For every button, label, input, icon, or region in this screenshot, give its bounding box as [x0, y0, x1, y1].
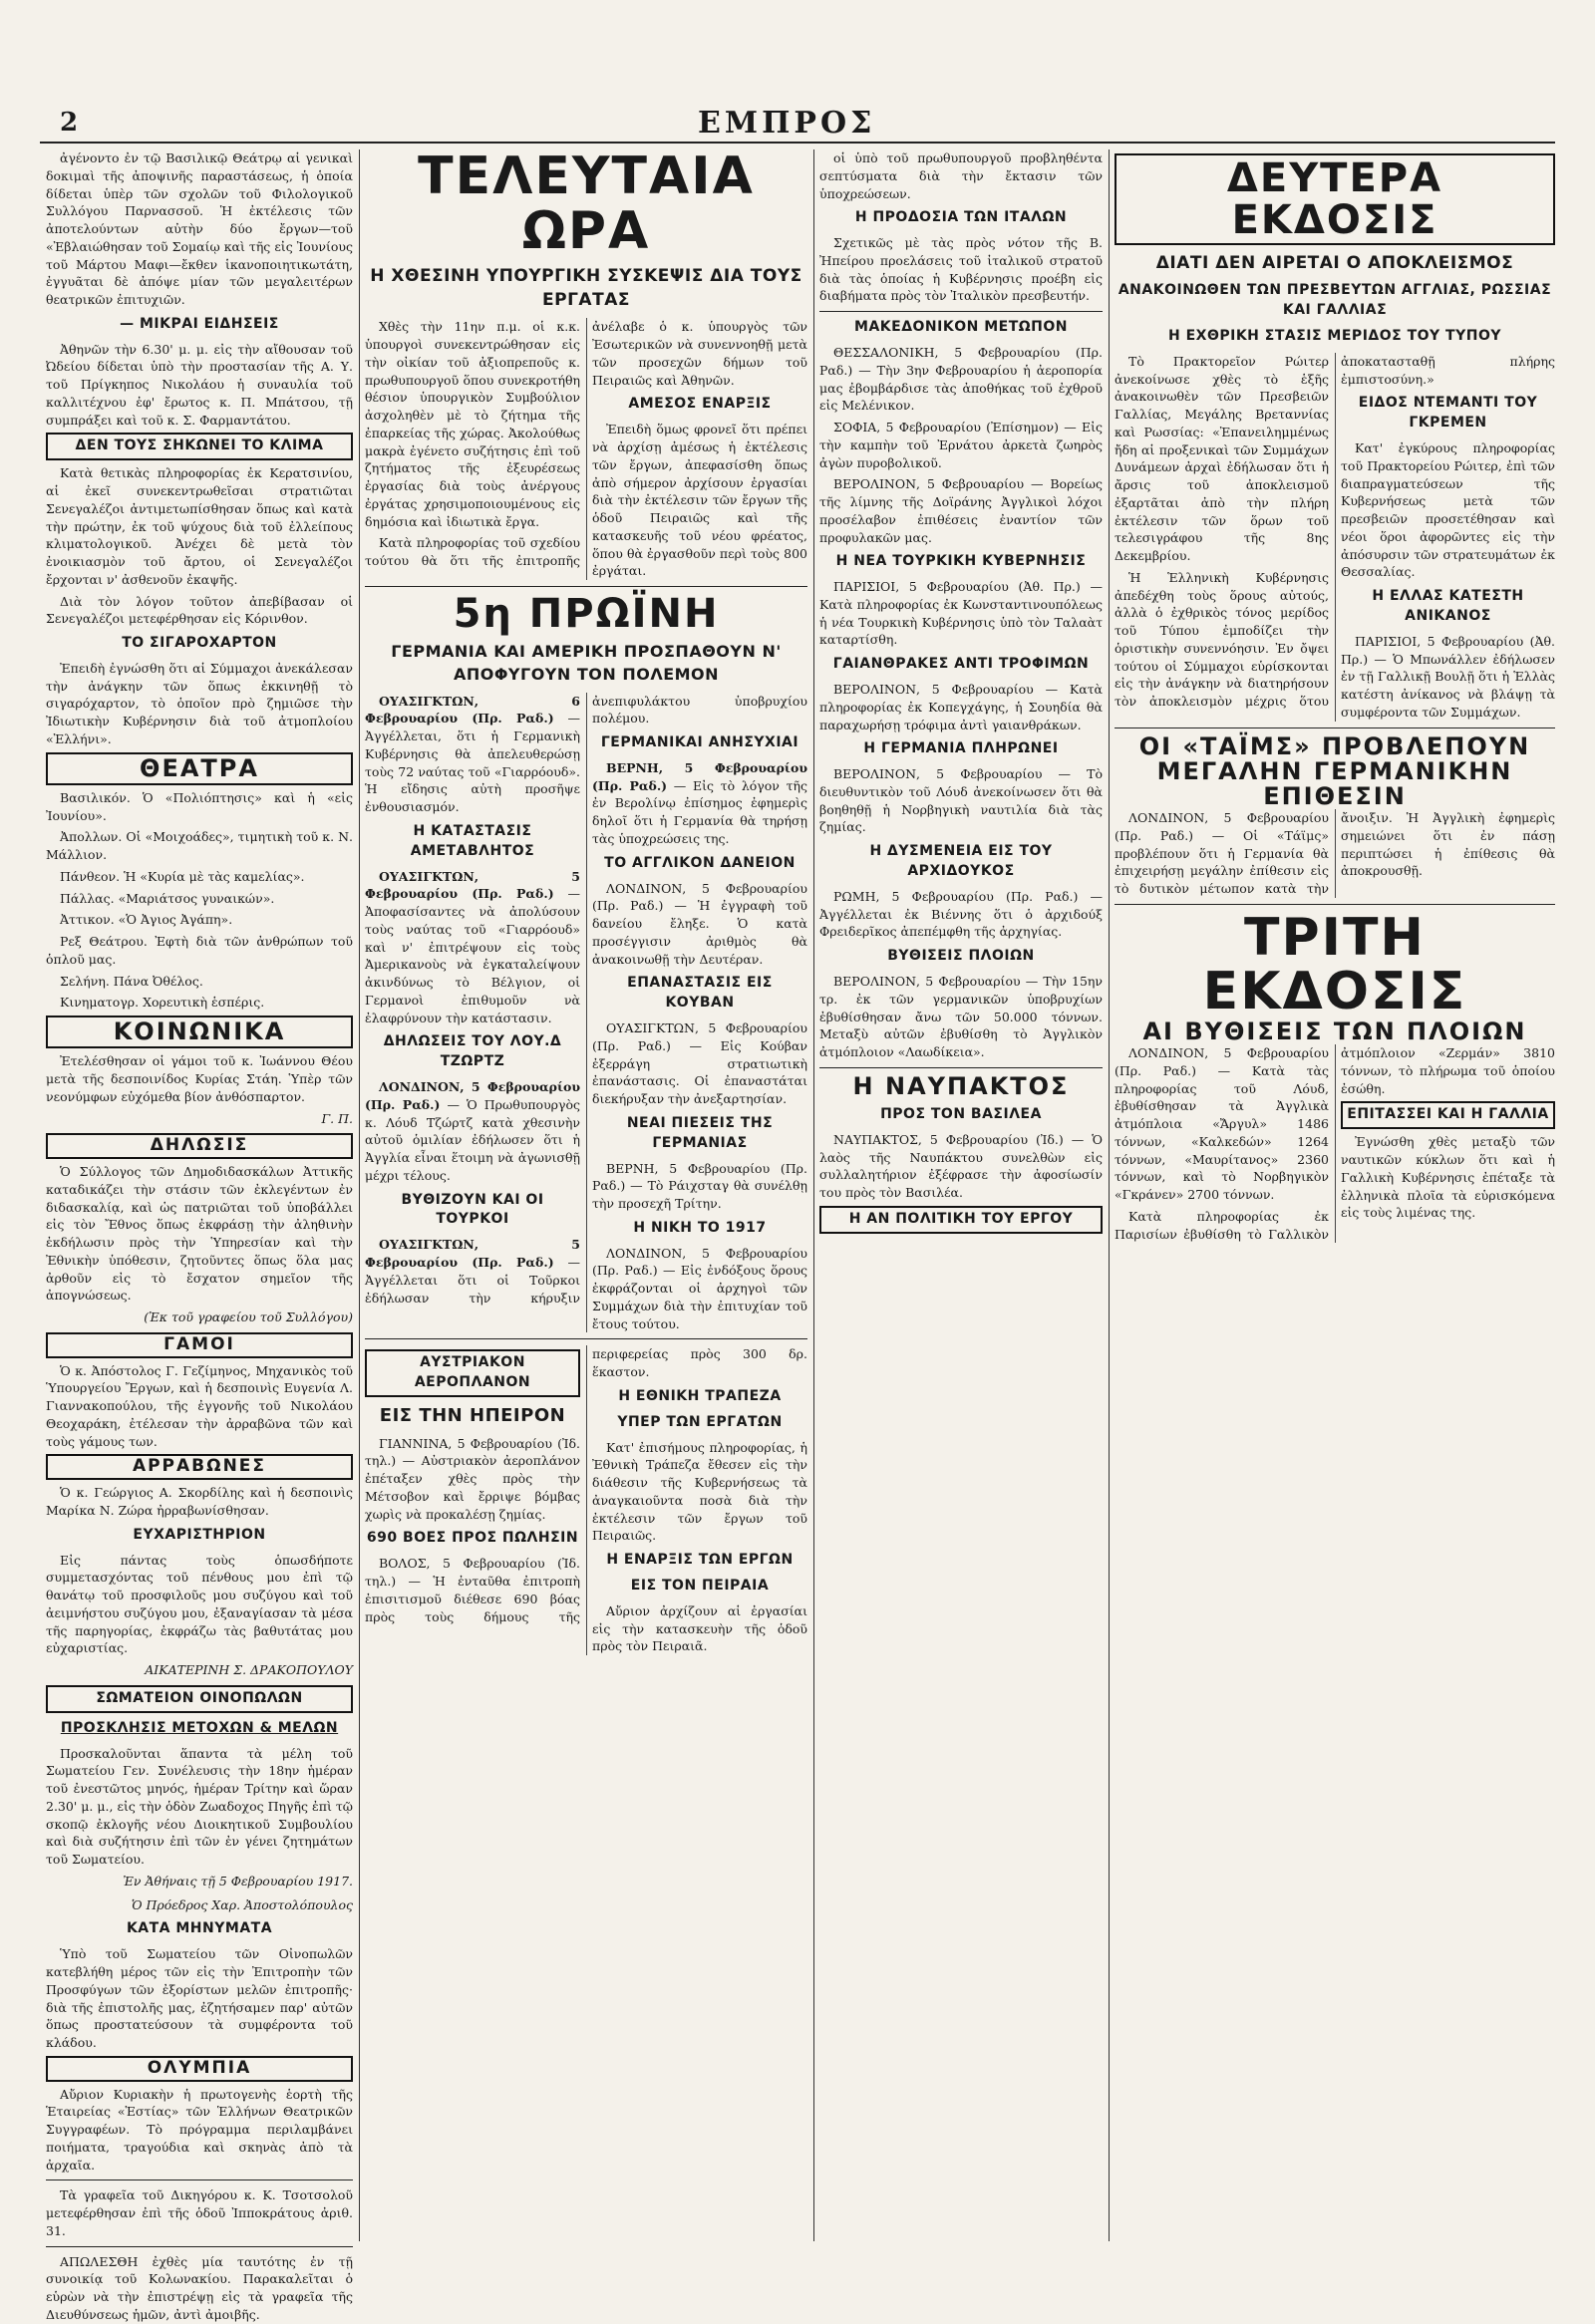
- dispatch-heading: ΒΥΘΙΖΟΥΝ ΚΑΙ ΟΙ ΤΟΥΡΚΟΙ: [401, 1191, 544, 1228]
- section-heading: ΣΩΜΑΤΕΙΟΝ ΟΙΝΟΠΩΛΩΝ: [46, 1685, 353, 1713]
- theatra-item: Βασιλικόν. Ὁ «Πολιόπτησις» καὶ ἡ «εἰς Ἰουνίου».: [46, 789, 353, 823]
- divider: [365, 586, 807, 587]
- column-divider: [1109, 149, 1110, 2241]
- article-text: ΡΩΜΗ, 5 Φεβρουαρίου (Πρ. Ραδ.) — Ἀγγέλλεται ἐκ Βιέννης ὅτι ὁ ἀρχιδούξ Φρειδερῖκος ἀπεπέμφθη τῆς ἀρχηγίας.: [819, 888, 1103, 940]
- dispatch-item: Η ΚΑΤΑΣΤΑΣΙΣ ΑΜΕΤΑΒΛΗΤΟΣ ΟΥΑΣΙΓΚΤΩΝ, 5 Φεβρουαρίου (Πρ. Ραδ.) — Ἀποφασίσαντες νὰ ἀπολύσουν τοὺς ναύτας τοῦ «Γιαρρόουδ» καὶ ν' ἐπιτρέψουν εἰς τοὺς Ἀμερικανοὺς νὰ ἐγκαταλείψουν ἀκινδύνως τὸ Βέλγιον, οἱ Γερμανοὶ ἐπιθυμοῦν νὰ ἐλαφρύνουν τὴν κατάστασιν.: [365, 822, 580, 1025]
- article-text: ΟΥΑΣΙΓΚΤΩΝ, 5 Φεβρουαρίου (Πρ. Ραδ.) — Εἰς Κούβαν ἐξερράγη στρατιωτικὴ ἐπανάστασις. Οἱ ἐπαναστάται διεκήρυξαν τὴν ἀνεξαρτησίαν.: [592, 1020, 807, 1106]
- column-divider: [359, 149, 360, 2241]
- article-text: Διὰ τὸν λόγον τοῦτον ἀπεβίβασαν οἱ Σενεγαλέζοι μετεφέρθησαν εἰς Κόρινθον.: [46, 593, 353, 627]
- edition-subheadline: ΑΙ ΒΥΘΙΣΕΙΣ ΤΩΝ ΠΛΟΙΩΝ: [1142, 1017, 1527, 1045]
- edition-headline: ΔΕΥΤΕΡΑ ΕΚΔΟΣΙΣ: [1115, 153, 1555, 245]
- article-text: ΑΠΩΛΕΣΘΗ ἐχθὲς μία ταυτότης ἐν τῇ συνοικίᾳ τοῦ Κολωνακίου. Παρακαλεῖται ὁ εὑρὼν νὰ τὴν ἐπιστρέψῃ εἰς τὰ γραφεῖα τῆς Διευθύνσεως ἡμῶν, ἀντὶ ἀμοιβῆς.: [46, 2253, 353, 2322]
- dispatch-dateline: ΟΥΑΣΙΓΚΤΩΝ, 5 Φεβρουαρίου (Πρ. Ραδ.): [365, 868, 580, 902]
- divider: [1115, 904, 1555, 905]
- section-heading: Η ΔΥΣΜΕΝΕΙΑ ΕΙΣ ΤΟΥ ΑΡΧΙΔΟΥΚΟΣ: [869, 843, 1053, 879]
- article-text: Ἐπειδὴ ὅμως φρονεῖ ὅτι πρέπει νὰ ἀρχίσῃ ἀμέσως ἡ ἐκτέλεσις τῶν ἔργων, ἀπεφασίσθη ὅπως ἀπὸ σήμερον ἀρχίσουν ἐργασίαι διὰ τὴν ἐκτέλεσιν τῶν ἔργων τῆς ὁδοῦ Πειραιῶς καὶ τῆς κατασκευῆς τοῦ νέου φρέατος, ὅπου θὰ ἐργασθοῦν περὶ τοὺς 800 ἐργάται.: [592, 422, 807, 579]
- divider: [819, 1067, 1103, 1068]
- dispatch-item: ΓΕΡΜΑΝΙΚΑΙ ΑΝΗΣΥΧΙΑΙ ΒΕΡΝΗ, 5 Φεβρουαρίου (Πρ. Ραδ.) — Εἰς τὸ λόγον τῆς ἐν Βερολίνῳ ἐπίσημος ἐφημερὶς δηλοῖ ὅτι ἡ Γερμανία θὰ τηρήσῃ τὰς ὑποχρεώσεις της.: [592, 734, 808, 846]
- section-heading: ΤΟ ΣΙΓΑΡΟΧΑΡΤΟΝ: [122, 635, 277, 651]
- article-text: Κατ' ἐπισήμους πληροφορίας, ἡ Ἐθνικὴ Τράπεζα ἔθεσεν εἰς τὴν διάθεσιν τῆς Κυβερνήσεως τὰ ἀναγκαιοῦντα ποσὰ διὰ τὴν ἐκτέλεσιν τῶν ἔργων τοῦ Πειραιῶς.: [592, 1439, 807, 1544]
- article-body: [365, 318, 807, 580]
- section-heading: Η ΝΑΥΠΑΚΤΟΣ: [852, 1071, 1070, 1100]
- edition-subheadline: ΓΕΡΜΑΝΙΑ ΚΑΙ ΑΜΕΡΙΚΗ ΠΡΟΣΠΑΘΟΥΝ Ν' ΑΠΟΦΥΓΟΥΝ ΤΟΝ ΠΟΛΕΜΟΝ: [391, 642, 782, 684]
- dispatch-item: ΟΥΑΣΙΓΚΤΩΝ, 6 Φεβρουαρίου (Πρ. Ραδ.) — Ἀγγέλλεται, ὅτι ἡ Γερμανικὴ Κυβέρνησις θὰ ἀπελευθερώσῃ τοὺς 72 ναύτας τοῦ «Γιαρρόουδ». Ἡ εἴδησις αὐτὴ προσῆψε ἐνθουσιασμόν.: [365, 693, 580, 814]
- section-heading: Η ΑΝ ΠΟΛΙΤΙΚΗ ΤΟΥ ΕΡΓΟΥ: [819, 1206, 1103, 1234]
- theatra-item: Σελήνη. Πάνα Ὀθέλος.: [60, 973, 203, 989]
- theatra-item: Ρεξ Θεάτρου. Ἐφτὴ διὰ τῶν ἀνθρώπων τοῦ ὁπλοῦ μας.: [46, 934, 353, 967]
- article-text: Ὁ κ. Γεώργιος Α. Σκορδίλης καὶ ἡ δεσποινὶς Μαρίκα Ν. Ζώρα ἠρραβωνίσθησαν.: [46, 1485, 353, 1519]
- article-text: Ἐπειδὴ ἐγνώσθη ὅτι αἱ Σύμμαχοι ἀνεκάλεσαν τὴν ἀνάγκην τῶν ὅπως ἐκκινηθῇ τὸ σιγαρόχαρτον, τὸ ὁποῖον πρὸ ζημιῶσε τὴν Ἰδιωτικὴν Κυβέρνησιν διὰ τοῦ ἀτμοπλοίου «Ἐλλήνι».: [46, 660, 353, 746]
- article-text: ΛΟΝΔΙΝΟΝ, 5 Φεβρουαρίου (Πρ. Ραδ.) — Κατὰ τὰς πληροφορίας τοῦ Λόυδ, ἐβυθίσθησαν τὰ Ἀγγλικὰ ἀτμόπλοια «Ἄργυλ» 1486 τόννων, «Καλκεδών» 1264 τόννων, «Μαυρίτανος» 2360 τόννων, καὶ τὸ Νορβηγικὸν «Γκράνεν» 2700 τόννων.: [1115, 1045, 1329, 1203]
- main-headline: ΤΕΛΕΥΤΑΙΑ ΩΡΑ: [418, 146, 755, 261]
- edition-headline: ΤΡΙΤΗ ΕΚΔΟΣΙΣ: [1202, 907, 1467, 1022]
- main-subheadline: Η ΧΘΕΣΙΝΗ ΥΠΟΥΡΓΙΚΗ ΣΥΣΚΕΨΙΣ ΔΙΑ ΤΟΥΣ ΕΡΓΑΤΑΣ: [370, 266, 802, 311]
- article-text: ΒΕΡΟΛΙΝΟΝ, 5 Φεβρουαρίου — Βορείως τῆς λίμνης τῆς Δοϊράνης Ἀγγλικοὶ λόχοι προσέλαβον ἐπιθέσεις ἐναντίον τῶν προφυλακῶν μας.: [819, 476, 1103, 545]
- koinonika-heading: ΚΟΙΝΩΝΙΚΑ: [46, 1016, 353, 1048]
- article-text: Ἡ Ἑλληνικὴ Κυβέρνησις ἀπεδέχθη τοὺς ὅρους αὐτούς, ἀλλὰ ὁ ἐχθρικὸς τόνος μερίδος τοῦ Τύπου ἐμποδίζει τὴν ὁριστικὴν συνεννόησιν. Ἐν ὄψει τούτου οἱ Σύμμαχοι εὑρίσκονται εἰς τὴν ἀνάγκην νὰ διατηρήσουν τὸν ἀποκλεισμὸν μέχρις ὅτου ἀποκατασταθῇ πλήρης ἐμπιστοσύνη.»: [1115, 353, 1555, 709]
- section-heading: Η ΓΕΡΜΑΝΙΑ ΠΛΗΡΩΝΕΙ: [863, 740, 1059, 757]
- column-4: [1115, 149, 1555, 2241]
- page-number: 2: [60, 108, 79, 138]
- article-text: Ὁ κ. Ἀπόστολος Γ. Γεζίμηνος, Μηχανικὸς τοῦ Ὑπουργείου Ἔργων, καὶ ἡ δεσποινὶς Ευγενία Λ. Γιαννακοπούλου, τῆς ἐγγονῆς τοῦ Νικολάου Θεοχαράκη, ἐτέλεσαν τὴν ἀρραβῶνα τῶν καὶ τοὺς γάμους των.: [46, 1362, 353, 1449]
- divider: [1115, 727, 1555, 728]
- dispatch-heading: ΓΕΡΜΑΝΙΚΑΙ ΑΝΗΣΥΧΙΑΙ: [600, 734, 799, 750]
- article-text: Κατὰ πληροφορίας ἐκ Παρισίων ἐβυθίσθη τὸ Γαλλικὸν ἀτμόπλοιον «Ζερμάν» 3810 τόννων, τὸ πλήρωμα τοῦ ὁποίου ἐσώθη.: [1115, 1045, 1555, 1242]
- dispatch-dateline: ΟΥΑΣΙΓΚΤΩΝ, 6 Φεβρουαρίου (Πρ. Ραδ.): [365, 693, 580, 726]
- section-heading: Η ΕΝΑΡΞΙΣ ΤΩΝ ΕΡΓΩΝ: [606, 1552, 794, 1569]
- edition-headline: 5η ΠΡΩΪΝΗ: [453, 591, 720, 638]
- section-heading: ΚΑΤΑ ΜΗΝΥΜΑΤΑ: [126, 1920, 273, 1937]
- article-text: Ὑπὸ τοῦ Σωματείου τῶν Οἰνοπωλῶν κατεβλήθη μέρος τῶν εἰς τὴν Ἐπιτροπὴν τῶν Προσφύγων τῶν ἐξορίστων μελῶν ἐπιτροπῆς· διὰ τῆς ἐπιστολῆς μας, ἐζητήσαμεν παρ' αὐτῶν ὅπως προστατεύσουν τὰ συμφέροντα τοῦ κλάδου.: [46, 1946, 353, 2051]
- article-text: ΠΑΡΙΣΙΟΙ, 5 Φεβρουαρίου (Ἀθ. Πρ.) — Ὁ Μπωνάλλεν ἐδήλωσεν ἐν τῇ Γαλλικῇ Βουλῇ ὅτι ἡ Ἑλλὰς κατέστη ἀνίκανος νὰ βλάψῃ τὰ συμφέροντα τῶν Συμμάχων.: [1341, 633, 1555, 720]
- section-heading: ΟΛΥΜΠΙΑ: [46, 2056, 353, 2082]
- article-text: Αὔριον Κυριακὴν ἡ πρωτογενὴς ἑορτὴ τῆς Ἑταιρείας «Ἑστίας» τῶν Ἑλλήνων Θεατρικῶν Συγγραφέων. Τὸ πρόγραμμα περιλαμβάνει ποιήματα, τραγούδια καὶ σκηνὰς ἀπὸ τὰ ἀρχαῖα.: [46, 2086, 353, 2173]
- divider: [365, 1338, 807, 1339]
- dispatch-text: Εἰς τὸ λόγον τῆς ἐν Βερολίνῳ ἐπίσημος ἐφημερὶς δηλοῖ ὅτι ἡ Γερμανία θὰ τηρήσῃ τὰς ὑποχρεώσεις της.: [592, 777, 808, 846]
- section-heading: Η ΕΛΛΑΣ ΚΑΤΕΣΤΗ ΑΝΙΚΑΝΟΣ: [1372, 588, 1524, 624]
- article-body: [1115, 809, 1555, 898]
- dispatch-dateline: ΛΟΝΔΙΝΟΝ, 5 Φεβρουαρίου (Πρ. Ραδ.): [365, 1079, 580, 1112]
- dateline: Ἐν Ἀθήναις τῇ 5 Φεβρουαρίου 1917.: [123, 1873, 353, 1888]
- article-text: Αὔριον ἀρχίζουν αἱ ἐργασίαι εἰς τὴν κατασκευὴν τῆς ὁδοῦ πρὸς τὸν Πειραιᾶ.: [592, 1602, 807, 1654]
- section-heading: ΟΙ «ΤΑΪΜΣ» ΠΡΟΒΛΕΠΟΥΝ: [1138, 731, 1531, 760]
- signature: Ὁ Πρόεδρος Χαρ. Ἀποστολόπουλος: [131, 1896, 353, 1912]
- edition-subheadline: ΔΙΑΤΙ ΔΕΝ ΑΙΡΕΤΑΙ Ο ΑΠΟΚΛΕΙΣΜΟΣ: [1155, 253, 1514, 273]
- edition-subheadline: Η ΕΧΘΡΙΚΗ ΣΤΑΣΙΣ ΜΕΡΙΔΟΣ ΤΟΥ ΤΥΠΟΥ: [1168, 327, 1501, 344]
- column-divider: [813, 149, 814, 2241]
- theatra-item: Ἀττικον. «Ὁ Ἀγιος Ἀγάπη».: [60, 912, 233, 928]
- section-heading: ΕΥΧΑΡΙΣΤΗΡΙΟΝ: [133, 1526, 266, 1543]
- article-text: ΒΕΡΟΛΙΝΟΝ, 5 Φεβρουαρίου — Τὴν 15ην τρ. ἐκ τῶν γερμανικῶν ὑποβρυχίων ἐβυθίσθησαν ἄνω τῶν 50.000 τόννων. Μεταξὺ αὐτῶν ἐβυθίσθη τὸ Ἀγγλικὸν ἀτμόπλοιον «Λαωδίκεια».: [819, 974, 1103, 1059]
- divider: [46, 2179, 353, 2180]
- section-heading: Η ΝΕΑ ΤΟΥΡΚΙΚΗ ΚΥΒΕΡΝΗΣΙΣ: [835, 553, 1087, 570]
- section-heading: ΓΑΜΟΙ: [46, 1332, 353, 1358]
- section-heading: ΑΥΣΤΡΙΑΚΟΝ ΑΕΡΟΠΛΑΝΟΝ: [365, 1349, 580, 1397]
- column-2: [365, 146, 808, 2241]
- theatra-item: Πάνθεον. Ἡ «Κυρία μὲ τὰς καμελίας».: [60, 868, 305, 884]
- article-text: ΛΟΝΔΙΝΟΝ, 5 Φεβρουαρίου (Πρ. Ραδ.) — Ἡ ἐγγραφὴ τοῦ δανείου ἔληξε. Ὁ κατὰ προσέγγισιν ἀριθμὸς θὰ ἀνακοινωθῇ τὴν Δευτέραν.: [592, 880, 807, 967]
- section-heading: ΔΗΛΩΣΙΣ: [46, 1133, 353, 1159]
- section-heading: ΒΥΘΙΣΕΙΣ ΠΛΟΙΩΝ: [887, 948, 1035, 965]
- dispatch-heading: ΔΗΛΩΣΕΙΣ ΤΟΥ ΛΟΥ.Δ ΤΖΩΡΤΖ: [383, 1033, 562, 1070]
- article-text: ΒΕΡΟΛΙΝΟΝ, 5 Φεβρουαρίου — Κατὰ πληροφορίας ἐκ Κοπεγχάγης, ἡ Σουηδία θὰ παραχωρήσῃ τρόφιμα ἀντὶ γαιανθράκων.: [819, 682, 1103, 732]
- section-heading: ΔΕΝ ΤΟΥΣ ΣΗΚΩΝΕΙ ΤΟ ΚΛΙΜΑ: [46, 433, 353, 460]
- article-text: Ἐτελέσθησαν οἱ γάμοι τοῦ κ. Ἰωάννου Θέου μετὰ τῆς δεσποινίδος Κυρίας Στάη. Ὑπὲρ τῶν νεονύμφων εὐχόμεθα βίον ἀνθόσπαρτον.: [46, 1053, 353, 1104]
- article-text: ΒΕΡΝΗ, 5 Φεβρουαρίου (Πρ. Ραδ.) — Τὸ Ράιχσταγ θὰ συνέλθῃ τὴν προσεχῆ Τρίτην.: [592, 1160, 807, 1211]
- dispatch-dateline: ΒΕΡΝΗ, 5 Φεβρουαρίου (Πρ. Ραδ.): [592, 759, 807, 793]
- divider: [819, 311, 1103, 312]
- section-heading: 690 ΒΟΕΣ ΠΡΟΣ ΠΩΛΗΣΙΝ: [366, 1530, 579, 1547]
- dispatch-list: [365, 693, 807, 1333]
- article-text: Σχετικῶς μὲ τὰς πρὸς νότον τῆς Β. Ἠπείρου προελάσεις τοῦ ἰταλικοῦ στρατοῦ διὰ τὰς ὁποίας ἡ Κυβέρνησις προέβη εἰς διαβήματα πρὸς τὸν Ἰταλικὸν πρεσβευτήν.: [819, 235, 1103, 304]
- masthead-rule: [40, 142, 1555, 144]
- paper-name: ΕΜΠΡΟΣ: [698, 106, 876, 141]
- article-text: ΒΟΛΟΣ, 5 Φεβρουαρίου (Ἰδ. τηλ.) — Ἡ ἐνταῦθα ἐπιτροπὴ ἐπισιτισμοῦ διέθεσε 690 βόας πρὸς τοὺς δήμους τῆς περιφερείας πρὸς 300 δρ. ἕκαστον.: [365, 1346, 807, 1624]
- theatra-item: Ἀπολλων. Οἱ «Μοιχοάδες», τιμητικὴ τοῦ κ. Ν. Μάλλιον.: [46, 829, 353, 863]
- dispatch-text: Ὁ Πρωθυπουργὸς κ. Λόυδ Τζώρτζ κατὰ χθεσινὴν αὐτοῦ ὁμιλίαν ἐδήλωσεν ὅτι ἡ Ἀγγλία εἶναι ἕτοιμη νὰ ἀγωνισθῇ μέχρι τέλους.: [365, 1096, 581, 1183]
- article-text: Κατὰ πληροφορίας τοῦ σχεδίου τούτου θὰ ὅτι τῆς ἐπιτροπῆς ἀνέλαβε ὁ κ. ὑπουργὸς τῶν Ἐσωτερικῶν νὰ συνεννοηθῇ μετὰ τῶν προσεχῶν δήμων τοῦ Πειραιῶς καὶ Ἀθηνῶν.: [365, 319, 807, 569]
- article-text: ΘΕΣΣΑΛΟΝΙΚΗ, 5 Φεβρουαρίου (Πρ. Ραδ.) — Τὴν 3ην Φεβρουαρίου ἡ ἀεροπορία μας ἐβομβάρδισε τὰς ἀποθήκας τοῦ ἐχθροῦ εἰς Μελένικον.: [819, 345, 1103, 414]
- article-text: ΛΟΝΔΙΝΟΝ, 5 Φεβρουαρίου (Πρ. Ραδ.) — Οἱ «Τάϊμς» προβλέπουν ὅτι ἡ Γερμανία θὰ ἐπιχειρήσῃ μεγάλην ἐπίθεσιν εἰς τὸ δυτικὸν μέτωπον κατὰ τὴν ἄνοιξιν. Ἡ Ἀγγλικὴ ἐφημερὶς σημειώνει ὅτι ἐν πάσῃ περιπτώσει ἡ ἐπίθεσις θὰ ἀποκρουσθῇ.: [1115, 810, 1555, 897]
- section-heading: ΑΜΕΣΟΣ ΕΝΑΡΞΙΣ: [628, 396, 772, 413]
- article-text: ΛΟΝΔΙΝΟΝ, 5 Φεβρουαρίου (Πρ. Ραδ.) — Εἰς ἐνδόξους ὅρους ἐκφράζονται οἱ ἀρχηγοὶ τῶν Συμμάχων διὰ τὴν ἐπιτυχίαν τοῦ ἔτους τούτου.: [592, 1245, 807, 1331]
- article-text: ΒΕΡΟΛΙΝΟΝ, 5 Φεβρουαρίου — Τὸ διευθυντικὸν τοῦ Λόυδ ἀνεκοίνωσεν ὅτι θὰ βοηθηθῇ ἡ Νορβηγικὴ ναυτιλία διὰ τὰς ζημίας.: [819, 766, 1103, 835]
- section-heading: ΑΡΡΑΒΩΝΕΣ: [46, 1454, 353, 1480]
- dispatch-item: ΔΗΛΩΣΕΙΣ ΤΟΥ ΛΟΥ.Δ ΤΖΩΡΤΖ ΛΟΝΔΙΝΟΝ, 5 Φεβρουαρίου (Πρ. Ραδ.) — Ὁ Πρωθυπουργὸς κ. Λόυδ Τζώρτζ κατὰ χθεσινὴν αὐτοῦ ὁμιλίαν ἐδήλωσεν ὅτι ἡ Ἀγγλία εἶναι ἕτοιμη νὰ ἀγωνισθῇ μέχρι τέλους.: [365, 1033, 581, 1183]
- signature: (Ἐκ τοῦ γραφείου τοῦ Συλλόγου): [144, 1309, 353, 1325]
- dispatch-text: Ἀποφασίσαντες νὰ ἀπολύσουν τοὺς ναύτας τοῦ «Γιαρρόουδ» καὶ ν' ἐπιτρέψουν εἰς τοὺς Ἀμερικανοὺς νὰ ἐγκαταλείψουν ἀκινδύνως τὸ Βέλγιον, οἱ Γερμανοὶ ἐπιθυμοῦν νὰ ἐλαφρύνουν τὴν κατάστασιν.: [365, 904, 580, 1025]
- article-text: Ὁ Σύλλογος τῶν Δημοδιδασκάλων Ἀττικῆς καταδικάζει τὴν στάσιν τῶν ἐκλεγέντων ἐν διδασκαλίᾳ, καὶ ὡς πατριῶται τοῦ ὑποβάλλει εἰς τὸν Ἔθνος ὅπως ἐκφράσῃ τὴν ἀληθινὴν ἐκδήλωσιν πρὸς τὴν Ὑπηρεσίαν καὶ τὴν Ἐθνικὴν ὑπόθεσιν, ζητοῦντες ὅπως ὅλα μας ἀρθοῦν εἰς τὸ ἔσχατον σημεῖον τῆς ἀπογνώσεως.: [46, 1164, 353, 1304]
- edition-subheadline: ΑΝΑΚΟΙΝΩΘΕΝ ΤΩΝ ΠΡΕΣΒΕΥΤΩΝ ΑΓΓΛΙΑΣ, ΡΩΣΣΙΑΣ ΚΑΙ ΓΑΛΛΙΑΣ: [1117, 282, 1552, 318]
- theatra-heading: ΘΕΑΤΡΑ: [46, 752, 353, 785]
- column-3: [819, 149, 1103, 2241]
- section-subheading: ΠΡΟΣ ΤΟΝ ΒΑΣΙΛΕΑ: [880, 1105, 1042, 1122]
- dispatch-text: Ἀγγέλλεται ὅτι οἱ Τοῦρκοι ἐδήλωσαν τὴν κήρυξιν ἀνεπιφυλάκτου ὑποβρυχίου πολέμου.: [365, 693, 807, 1306]
- article-text: ΝΑΥΠΑΚΤΟΣ, 5 Φεβρουαρίου (Ἰδ.) — Ὁ λαὸς τῆς Ναυπάκτου συνελθὼν εἰς συλλαλητήριον ἐξέφρασε τὴν ἀφοσίωσίν του πρὸς τὸν Βασιλέα.: [819, 1131, 1103, 1201]
- article-text: ΣΟΦΙΑ, 5 Φεβρουαρίου (Ἐπίσημον) — Εἰς τὴν καμπὴν τοῦ Ἐρνάτου ἀρκετὰ ζωηρὸς ἀγὼν πυροβολικοῦ.: [819, 420, 1103, 470]
- section-heading: Η ΠΡΟΔΟΣΙΑ ΤΩΝ ΙΤΑΛΩΝ: [854, 209, 1068, 226]
- section-subheading: ΜΕΓΑΛΗΝ ΓΕΡΜΑΝΙΚΗΝ ΕΠΙΘΕΣΙΝ: [1156, 756, 1513, 810]
- article-text: Προσκαλοῦνται ἅπαντα τὰ μέλη τοῦ Σωματείου Γεν. Συνέλευσις τὴν 18ην ἡμέραν τοῦ ἐνεστῶτος μηνός, ἡμέραν Τρίτην καὶ ὥραν 2.30' μ. μ., εἰς τὴν ὁδὸν Ζωαδοχος Πηγῆς ἐπὶ τῷ σκοπῷ ἐκλογῆς νέου Διοικητικοῦ Συμβουλίου καὶ διὰ συζήτησιν ἐπὶ τῶν ἐν γένει ζητημάτων τοῦ Σωματείου.: [46, 1745, 353, 1868]
- theatra-item: Πάλλας. «Μαριάτσος γυναικών».: [60, 890, 275, 906]
- article-text: Ἐγνώσθη χθὲς μεταξὺ τῶν ναυτικῶν κύκλων ὅτι καὶ ἡ Γαλλικὴ Κυβέρνησις ἐπέταξε τὰ ἐλληνικὰ πλοῖα τὰ εὑρισκόμενα εἰς τοὺς λιμένας της.: [1341, 1134, 1555, 1221]
- section-heading: — ΜΙΚΡΑΙ ΕΙΔΗΣΕΙΣ: [120, 315, 279, 332]
- section-heading: Η ΕΘΝΙΚΗ ΤΡΑΠΕΖΑ: [618, 1387, 782, 1404]
- article-text: Τὰ γραφεῖα τοῦ Δικηγόρου κ. Κ. Τσοτσολοῦ μετεφέρθησαν ἐπὶ τῆς ὁδοῦ Ἰπποκράτους ἀριθ. 31.: [46, 2187, 353, 2238]
- article-text: ἀγένοντο ἐν τῷ Βασιλικῷ Θεάτρῳ αἱ γενικαὶ δοκιμαὶ τῆς ἀποψινῆς παραστάσεως, ἡ ὁποία δίδεται ὑπὲρ τῶν σχολῶν τοῦ Φιλολογικοῦ Συλλόγου Παρνασσοῦ. Ἡ ἐκτέλεσις τῶν ἀποτελούντων αὐτὴν δύο ἔργων—τοῦ «Ἐβλαιώθησαν τοῦ Σομαίῳ καὶ τῆς εἰς Ἰουνίους τοῦ Μάρτου Μαφι—ἔκθεν ἱκανοποιητικωτάτη, ἐγγυᾶται δὲ ἀπόψε μίαν τῶν μεγαλειτέρων θεατρικῶν ἐπιτυχιῶν.: [46, 150, 353, 307]
- article-text: Τὸ Πρακτορεῖον Ρώιτερ ἀνεκοίνωσε χθὲς τὸ ἑξῆς ἀνακοινωθὲν τῶν Πρεσβειῶν Γαλλίας, Μεγάλης Βρεταννίας καὶ Ρωσσίας: «Ἐπανειλημμένως ἤδη αἱ προξενικαὶ τῶν Συμμάχων Δυνάμεων ἀρχαὶ ἐδήλωσαν ὅτι ἡ ἄρσις τοῦ ἀποκλεισμοῦ ἐξαρτᾶται ἀπὸ τὴν πλήρη ἐκτέλεσιν τῶν ὅρων τοῦ τελεσιγράφου τῆς 8ης Δεκεμβρίου.: [1115, 353, 1329, 563]
- dispatch-text: Ἀγγέλλεται, ὅτι ἡ Γερμανικὴ Κυβέρνησις θὰ ἀπελευθερώσῃ τοὺς 72 ναύτας τοῦ «Γιαρρόουδ». Ἡ εἴδησις αὐτὴ προσῆψε ἐνθουσιασμόν.: [365, 728, 580, 814]
- article-text: ΓΙΑΝΝΙΝΑ, 5 Φεβρουαρίου (Ἰδ. τηλ.) — Αὐστριακὸν ἀεροπλάνον ἐπέταξεν χθὲς πρὸς τὴν Μέτσοβον καὶ ἔρριψε βόμβας χωρὶς νὰ προκαλέσῃ ζημίας.: [365, 1435, 580, 1522]
- section-heading: ΕΙΔΟΣ ΝΤΕΜΑΝΤΙ ΤΟΥ ΓΚΡΕΜΕΝ: [1358, 395, 1538, 432]
- section-subheading: ΥΠΕΡ ΤΩΝ ΕΡΓΑΤΩΝ: [617, 1413, 783, 1430]
- article-text: οἱ ὑπὸ τοῦ πρωθυπουργοῦ προβληθέντα σεπτύσματα διὰ τὴν ἔκτασιν τῶν ὑποχρεώσεων.: [819, 150, 1103, 201]
- dispatch-heading: Η ΚΑΤΑΣΤΑΣΙΣ ΑΜΕΤΑΒΛΗΤΟΣ: [410, 822, 535, 859]
- section-heading: ΤΟ ΑΓΓΛΙΚΟΝ ΔΑΝΕΙΟΝ: [604, 854, 796, 871]
- dispatch-dateline: ΟΥΑΣΙΓΚΤΩΝ, 5 Φεβρουαρίου (Πρ. Ραδ.): [365, 1237, 580, 1270]
- article-text: Ἀθηνῶν τὴν 6.30' μ. μ. εἰς τὴν αἴθουσαν τοῦ Ὠδείου δίδεται ὑπὸ τὴν προστασίαν τῆς Α. Υ. τοῦ Πρίγκηπος Νικολάου ἡ συναυλία τοῦ καλλιτέχνου ἐφ' ἔρωτος κ. Π. Μπάτσου, τῇ συμπράξει καὶ τοῦ κ. Σ. Φαρμαντάτου.: [46, 341, 353, 428]
- section-heading: ΜΑΚΕΔΟΝΙΚΟΝ ΜΕΤΩΠΟΝ: [854, 319, 1068, 336]
- article-body: [1115, 1044, 1555, 1243]
- section-heading: ΕΠΙΤΑΣΣΕΙ ΚΑΙ Η ΓΑΛΛΙΑ: [1341, 1101, 1555, 1129]
- section-heading: ΓΑΙΑΝΘΡΑΚΕΣ ΑΝΤΙ ΤΡΟΦΙΜΩΝ: [832, 656, 1090, 673]
- column-1: [46, 149, 353, 2322]
- signature: ΑΙΚΑΤΕΡΙΝΗ Σ. ΔΡΑΚΟΠΟΥΛΟΥ: [145, 1662, 353, 1678]
- section-subheading: ΕΙΣ ΤΟΝ ΠΕΙΡΑΙΑ: [630, 1578, 770, 1594]
- article-text: Κατ' ἐγκύρους πληροφορίας τοῦ Πρακτορείου Ρώιτερ, ἐπὶ τῶν διαπραγματεύσεων τῆς Κυβερνήσεως μετὰ τῶν πρεσβειῶν προσετέθησαν καὶ νέοι ὅροι ἀφορῶντες εἰς τὴν ἀπόσυρσιν τῶν στρατευμάτων ἐκ Θεσσαλίας.: [1341, 440, 1555, 580]
- dispatch-item: ΒΥΘΙΖΟΥΝ ΚΑΙ ΟΙ ΤΟΥΡΚΟΙ ΟΥΑΣΙΓΚΤΩΝ, 5 Φεβρουαρίου (Πρ. Ραδ.) — Ἀγγέλλεται ὅτι οἱ Τοῦρκοι ἐδήλωσαν τὴν κήρυξιν ἀνεπιφυλάκτου ὑποβρυχίου πολέμου.: [365, 693, 807, 1306]
- section-heading: ΕΠΑΝΑΣΤΑΣΙΣ ΕΙΣ ΚΟΥΒΑΝ: [627, 975, 773, 1012]
- article-text: ΠΑΡΙΣΙΟΙ, 5 Φεβρουαρίου (Ἀθ. Πρ.) — Κατὰ πληροφορίας ἐκ Κωνσταντινουπόλεως ἡ νέα Τουρκικὴ Κυβέρνησις ὑπὸ τὸν Ταλαὰτ καταρτίσθη.: [819, 579, 1103, 648]
- theatra-item: Κινηματογρ. Χορευτικὴ ἑσπέρις.: [60, 995, 265, 1011]
- bottom-articles: [365, 1345, 807, 1655]
- divider: [46, 2246, 353, 2247]
- signature: Γ. Π.: [321, 1110, 353, 1126]
- section-heading: ΝΕΑΙ ΠΙΕΣΕΙΣ ΤΗΣ ΓΕΡΜΑΝΙΑΣ: [626, 1114, 774, 1151]
- article-body: [1115, 353, 1555, 722]
- article-text: Εἰς πάντας τοὺς ὁπωσδήποτε συμμετασχόντας τοῦ πένθους μου ἐπὶ τῷ θανάτῳ τοῦ προσφιλοῦς μου συζύγου καὶ τοῦ ἀειμνήστου συζύγου μου, ἐξαναγίασαν τὰ μέσα τῆς παρηγορίας, ἐκφράζω τὰς βαθυτάτας μου εὐχαριστίας.: [46, 1552, 353, 1656]
- section-heading: Η ΝΙΚΗ ΤΟ 1917: [633, 1219, 767, 1236]
- article-text: Χθὲς τὴν 11ην π.μ. οἱ κ.κ. ὑπουργοὶ συνεκεντρώθησαν εἰς τὴν οἰκίαν τοῦ ἀξιοπρεποῦς κ. πρωθυπουργοῦ ὅπου συνεκροτήθη θέσιον ὑπουργικὸν Συμβούλιον ἀσχοληθὲν μὲ τὸ ζήτημα τῆς ἐπαρκείας τῆς χώρας. Ἀκολούθως μακρὰ ἐγένετο συζήτησις ἐπὶ τοῦ ζητήματος τῆς ἐξευρέσεως ἐργασίας διὰ τοὺς ἀνέργους ἐργάτας χρησιμοποιουμένους εἰς δημόσια καὶ ἰδιωτικὰ ἔργα.: [365, 319, 580, 529]
- masthead: [0, 0, 1595, 141]
- section-subheading: ΕΙΣ ΤΗΝ ΗΠΕΙΡΟΝ: [379, 1405, 566, 1427]
- section-subheading: ΠΡΟΣΚΛΗΣΙΣ ΜΕΤΟΧΩΝ & ΜΕΛΩΝ: [60, 1719, 339, 1736]
- article-text: Κατὰ θετικὰς πληροφορίας ἐκ Κερατσινίου, αἱ ἐκεῖ συνεκεντρωθεῖσαι στρατιῶται Σενεγαλέζοι ἀντιμετωπίσθησαν ὅπως καὶ κατὰ τὴν πρώτην, ἐκ τοῦ ψύχους διὰ τοῦ ἐλλείπους κλιματολογικοῦ. Ἀνέχει δὲ μετὰ τὸν ἐνοικιασμὸν τοῦ ἄρτου, οἱ Σενεγαλέζοι ἔρχονται ν' ἀσθενοῦν ἐκαψῆς.: [46, 465, 353, 587]
- theatra-list: [46, 789, 353, 1012]
